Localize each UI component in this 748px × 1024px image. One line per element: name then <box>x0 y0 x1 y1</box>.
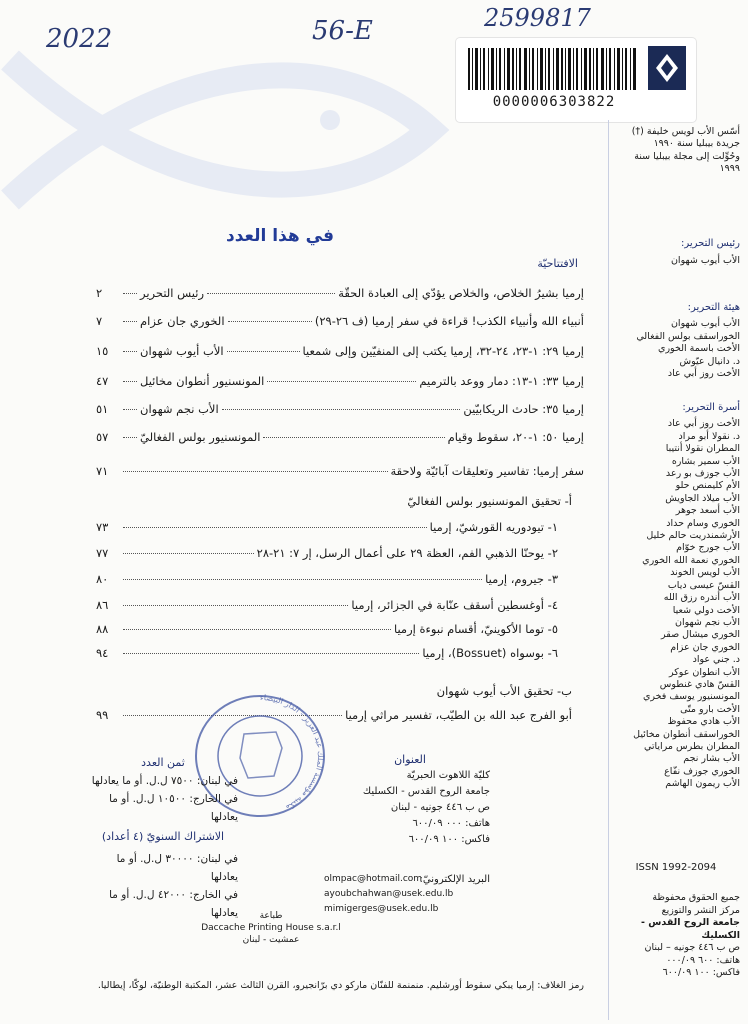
editor-in-chief-name: الأب أيوب شهوان <box>670 255 740 267</box>
subsection-a-heading: أ- تحقيق المونسنيور بولس الفغاليّ <box>407 494 572 508</box>
page-number: ٧١ <box>96 464 109 478</box>
email-label: البريد الإلكترونيّ: <box>419 874 490 885</box>
copyright-block <box>612 892 740 980</box>
family-member: الأب نجم شهوان <box>674 616 740 628</box>
price-abroad: في الخارج: ١٠٥٠٠ ل.ل. أو ما يعادلها <box>109 793 238 823</box>
cover-label: رمز الغلاف: <box>537 980 584 991</box>
printer-block <box>196 910 346 946</box>
price-block <box>88 754 238 826</box>
copyright-line: فاكس: ١٠٠ ٦٠٠/٠٩ <box>662 967 740 978</box>
article-title: سفر إرميا: تفاسير وتعليقات آبائيّة ولاحقة <box>390 464 584 478</box>
family-member: الأب هادي محفوظ <box>667 716 740 728</box>
toc-row <box>96 344 584 362</box>
toc-row <box>96 598 558 616</box>
family-member: القسّ هادي غنطوس <box>659 678 740 690</box>
article-title: ٦- بوسواه (Bossuet)، إرميا <box>422 646 558 660</box>
family-member: الأب أسعد جوهر <box>675 505 740 517</box>
article-author: المونسنيور أنطوان مخائيل <box>140 374 265 388</box>
copyright-line: ص ب ٤٤٦ جونيه – لبنان <box>644 942 740 953</box>
family-member: الأب سمير بشاره <box>671 455 740 467</box>
article-title: ١- تيودوريه القورشيّ، إرميا <box>429 520 558 534</box>
family-member: الأرشمندريت حالم خليل <box>646 530 740 542</box>
subscription-abroad: في الخارج: ٤٢٠٠٠ ل.ل. أو ما يعادلها <box>109 889 238 919</box>
printer-label: طباعة <box>259 911 283 921</box>
page-number: ٥١ <box>96 402 109 416</box>
copyright-line: جميع الحقوق محفوظة <box>652 892 740 903</box>
stamp-text: مكتبة مؤسسة الملك عبد العزيز - الدار البيضاء <box>259 692 326 813</box>
editor-in-chief-label: رئيس التحرير: <box>680 238 740 249</box>
article-title: إرميا ٣٣: ١-١٣: دمار ووعد بالترميم <box>419 374 584 388</box>
copyright-line: جامعة الروح القدس - الكسليك <box>640 917 740 941</box>
editorial-family-list <box>612 418 740 790</box>
family-member: الأب بشار نجم <box>683 753 740 765</box>
article-title: ٤- أوغسطين أسقف عنّابة في الجزائر، إرميا <box>351 598 558 612</box>
family-member: المطران نقولا أنتيبا <box>665 443 740 455</box>
family-member: القسّ عيسى دياب <box>667 579 740 591</box>
toc-row <box>96 314 584 332</box>
barcode-digits: 0000006303822 <box>492 94 616 110</box>
article-title: إرميا ٣٥: حادث الريكابيّين <box>463 402 584 416</box>
page-number: ٩٩ <box>96 708 109 722</box>
email-address[interactable]: mimigerges@usek.edu.lb <box>324 904 439 914</box>
printer-name: Daccache Printing House s.a.r.l <box>201 923 341 933</box>
founder-line: أسّس الأب لويس خليفة (†) <box>631 126 740 137</box>
price-lebanon: في لبنان: ٧٥٠٠ ل.ل. أو ما يعادلها <box>91 775 238 787</box>
article-title: أبو الفرج عبد الله بن الطيّب، تفسير مراثي إرميا <box>345 708 572 722</box>
page-number: ٨٨ <box>96 622 109 636</box>
page-number: ٧٣ <box>96 520 109 534</box>
article-author: الأب أيوب شهوان <box>140 344 224 358</box>
family-member: الأب ميلاد الجاويش <box>665 492 740 504</box>
subsection-b-heading: ب- تحقيق الأب أيوب شهوان <box>436 684 572 698</box>
editorial-family <box>612 402 740 791</box>
issue-contents-title: في هذا العدد <box>226 226 334 246</box>
founder-line: جريدة بيبليا سنة ١٩٩٠ <box>653 138 740 150</box>
board-member: الخوراسقف بولس الفغالي <box>636 330 740 342</box>
toc-row <box>96 520 558 538</box>
page-number: ٩٤ <box>96 646 109 660</box>
page-number: ٢ <box>96 286 103 300</box>
email-address[interactable]: ayoubchahwan@usek.edu.lb <box>324 889 454 899</box>
handwritten-year: 2022 <box>46 24 113 54</box>
page-number: ١٥ <box>96 344 109 358</box>
toc-row <box>96 374 584 392</box>
family-member: المطران بطرس مراياتي <box>643 740 740 752</box>
toc-row <box>96 286 584 304</box>
article-title: أنبياء الله وأنبياء الكذب! قراءة في سفر إرميا (ف ٢٦-٢٩) <box>314 314 584 328</box>
page-number: ٨٠ <box>96 572 109 586</box>
article-title: إرميا بشيرُ الخلاص، والخلاص يؤدّي إلى العبادة الحقّة <box>338 286 584 300</box>
printer-place: عمشيت - لبنان <box>242 935 300 945</box>
copyright-line: مركز النشر والتوزيع <box>661 904 740 916</box>
article-author: المونسنيور بولس الفغاليّ <box>140 430 261 444</box>
family-member: د. نقولا أبو مراد <box>678 430 740 442</box>
address-block <box>330 752 490 848</box>
founder-line: وحُوِّلت إلى مجلة بيبليا سنة ١٩٩٩ <box>634 150 740 175</box>
article-title: إرميا ٥٠: ١-٢٠، سقوط وقيام <box>447 430 584 444</box>
page-number: ٧ <box>96 314 103 328</box>
cover-description: إرميا يبكي سقوط أورشليم. منمنمة للفنّان ماركو دي برّانجيرو، القرن الثالث عشر، المكتبة الوطنيّة، لوكّا، إيطاليا. <box>97 980 535 991</box>
toc-row <box>96 430 584 448</box>
family-member: الأب لويس الخوند <box>670 567 740 579</box>
toc-row <box>96 546 558 564</box>
board-member: الأب أيوب شهوان <box>670 318 740 330</box>
toc-row <box>96 402 584 420</box>
article-title: ٣- جيروم، إرميا <box>485 572 558 586</box>
address-line: هاتف: ٠٠٠ ٦٠٠/٠٩ <box>412 818 490 829</box>
address-line: فاكس: ١٠٠ ٦٠٠/٠٩ <box>408 834 490 845</box>
copyright-line: هاتف: ٦٠٠ ٠٠٠/٠٩ <box>666 954 740 966</box>
address-line: جامعة الروح القدس - الكسليك <box>362 786 490 797</box>
page-number: ٧٧ <box>96 546 109 560</box>
toc-row <box>96 572 558 590</box>
issue-price-label: ثمن العدد <box>141 756 185 769</box>
toc-row <box>96 622 558 640</box>
address-line: كليّة اللاهوت الحبريّة <box>406 770 490 781</box>
family-member: الأم كليمنص حلو <box>675 480 740 492</box>
family-member: الأب جوزف بو رعد <box>665 468 740 480</box>
family-member: الأخت بارو متّى <box>680 703 740 715</box>
sidebar-divider <box>608 120 609 1020</box>
subscription-label: الاشتراك السنويّ (٤ أعداد) <box>101 830 225 843</box>
family-member: الخوري جان عزام <box>670 641 740 653</box>
cover-note <box>92 980 584 991</box>
article-title: إرميا ٢٩: ١-٢٣، ٢٤-٣٢، إرميا يكتب إلى المنفيّين وإلى شمعيا <box>302 344 584 358</box>
editorial-board-label: هيئة التحرير: <box>687 302 740 313</box>
family-member: الأب جورج خوّام <box>676 542 740 554</box>
opening-section-label: الافتتاحيّة <box>537 257 578 270</box>
page-number: ٥٧ <box>96 430 109 444</box>
board-member: الأخت روز أبي عاد <box>667 368 740 380</box>
page-number: ٨٦ <box>96 598 109 612</box>
family-member: المونسنيور يوسف فخري <box>642 691 740 703</box>
page-number: ٤٧ <box>96 374 109 388</box>
editorial-family-label: أسرة التحرير: <box>682 402 740 413</box>
article-author: رئيس التحرير <box>140 286 205 300</box>
family-member: الخوراسقف أنطوان مخائيل <box>633 728 740 740</box>
subscription-lebanon: في لبنان: ٣٠٠٠٠ ل.ل. أو ما يعادلها <box>116 853 238 883</box>
founder-note <box>612 126 740 176</box>
family-member: الخوري ميشال صقر <box>661 629 740 641</box>
handwritten-accession-number: 2599817 <box>484 4 591 32</box>
family-member: الخوري وسام حداد <box>666 517 740 529</box>
family-member: الأب أندره رزق الله <box>663 592 740 604</box>
family-member: الأخت دولي شعيا <box>672 604 740 616</box>
family-member: الأب ريمون الهاشم <box>665 778 740 790</box>
handwritten-shelf-code: 56-E <box>312 16 373 46</box>
family-member: الأب انطوان عوكر <box>669 666 740 678</box>
family-member: الأخت روز أبي عاد <box>667 418 740 430</box>
toc-row <box>96 646 558 664</box>
toc-row <box>96 464 584 482</box>
family-member: د. جني عواد <box>692 654 740 666</box>
masthead-sidebar <box>608 0 748 1024</box>
subscription-block <box>88 828 238 922</box>
family-member: الخوري نعمة الله الخوري <box>642 554 740 566</box>
email-address[interactable]: olmpac@hotmail.com <box>324 874 423 884</box>
toc-row <box>96 708 572 726</box>
board-member: د. دانيال عيّوش <box>679 355 740 367</box>
issn: ISSN 1992-2094 <box>635 862 717 873</box>
article-author: الخوري جان عزام <box>140 314 225 328</box>
article-title: ٢- يوحنّا الذهبي الفم، العظة ٢٩ على أعمال الرسل، إر ٧: ٢١-٢٨ <box>256 546 558 560</box>
address-line: ص ب ٤٤٦ جونيه - لبنان <box>390 802 490 813</box>
article-title: ٥- توما الأكوينيّ، أقسام نبوءة إرميا <box>393 622 558 636</box>
family-member: الخوري جوزف نفّاع <box>664 765 740 777</box>
editorial-board-list <box>612 318 740 380</box>
board-member: الأخت باسمة الخوري <box>658 343 740 355</box>
editorial-board <box>612 302 740 380</box>
article-author: الأب نجم شهوان <box>140 402 219 416</box>
address-label: العنوان <box>394 753 426 766</box>
